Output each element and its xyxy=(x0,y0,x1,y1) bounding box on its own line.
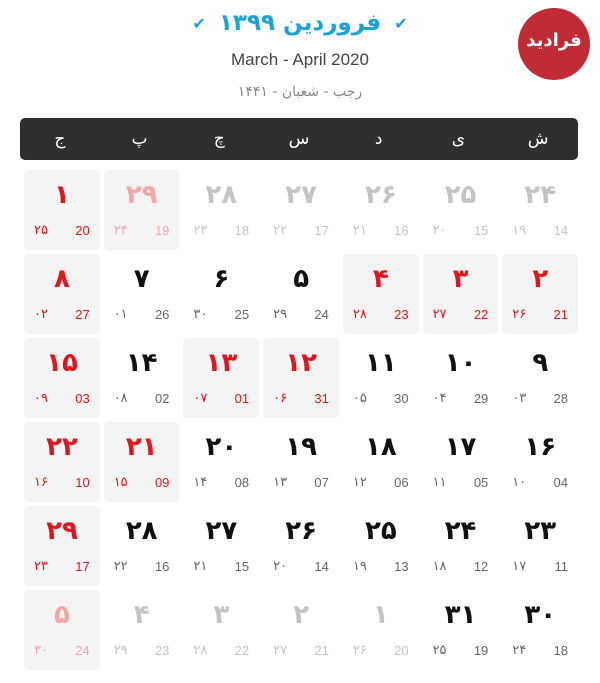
gregorian-day-number: 03 xyxy=(75,391,90,406)
persian-day-number: ۲۴ xyxy=(444,516,477,546)
gregorian-day-number: 20 xyxy=(394,643,409,658)
calendar-week-row xyxy=(20,590,578,670)
persian-day-number: ۲۶ xyxy=(285,516,317,546)
gregorian-day-number: 06 xyxy=(394,475,409,490)
gregorian-day-number: 25 xyxy=(234,307,250,322)
day-cell[interactable] xyxy=(183,422,259,502)
month-title-row xyxy=(0,10,600,36)
persian-day-number: ۲۵ xyxy=(444,180,477,210)
persian-day-number: ۱ xyxy=(372,600,389,630)
gregorian-day-number: 01 xyxy=(234,391,250,406)
hijri-day-number: ۲۴ xyxy=(113,223,128,238)
gregorian-day-number: 15 xyxy=(234,559,250,574)
day-cell[interactable] xyxy=(502,254,578,334)
hijri-day-number: ۱۹ xyxy=(352,559,367,574)
hijri-day-number: ۲۱ xyxy=(352,223,367,238)
calendar-week-row xyxy=(20,506,578,586)
month-title: فروردین ۱۳۹۹ xyxy=(218,10,382,36)
gregorian-day-number: 13 xyxy=(394,559,409,574)
persian-day-number: ۶ xyxy=(213,264,230,294)
persian-day-number: ۸ xyxy=(54,264,70,294)
hijri-day-number: ۱۷ xyxy=(512,559,527,574)
day-cell[interactable] xyxy=(104,590,180,670)
day-cell[interactable] xyxy=(24,590,100,670)
gregorian-day-number: 21 xyxy=(553,307,568,322)
persian-day-number: ۲۵ xyxy=(364,516,397,546)
persian-day-number: ۲ xyxy=(293,600,310,630)
gregorian-day-number: 09 xyxy=(154,475,170,490)
gregorian-day-number: 10 xyxy=(75,475,90,490)
day-cell[interactable] xyxy=(263,338,339,418)
persian-day-number: ۵ xyxy=(54,600,70,630)
gregorian-day-number: 24 xyxy=(75,643,90,658)
persian-day-number: ۱ xyxy=(54,180,70,210)
hijri-day-number: ۱۹ xyxy=(512,223,527,238)
day-cell[interactable] xyxy=(502,590,578,670)
day-cell[interactable] xyxy=(263,422,339,502)
day-cell[interactable] xyxy=(423,254,499,334)
day-cell[interactable] xyxy=(343,338,419,418)
gregorian-day-number: 24 xyxy=(314,307,329,322)
persian-day-number: ۴ xyxy=(372,264,389,294)
gregorian-day-number: 17 xyxy=(314,223,329,238)
gregorian-day-number: 27 xyxy=(75,307,90,322)
day-cell[interactable] xyxy=(104,170,180,250)
day-cell[interactable] xyxy=(263,506,339,586)
day-cell[interactable] xyxy=(423,338,499,418)
gregorian-day-number: 04 xyxy=(553,475,568,490)
calendar-header xyxy=(0,0,600,115)
day-cell[interactable] xyxy=(183,170,259,250)
persian-day-number: ۱۵ xyxy=(46,348,78,378)
gregorian-day-number: 29 xyxy=(473,391,489,406)
hijri-day-number: ۲۹ xyxy=(273,307,288,322)
gregorian-day-number: 26 xyxy=(154,307,170,322)
weekday-tuesday: س xyxy=(288,129,310,149)
day-cell[interactable] xyxy=(263,170,339,250)
persian-day-number: ۹ xyxy=(532,348,549,378)
hijri-day-number: ۲۲ xyxy=(273,223,288,238)
weekday-bar xyxy=(20,118,578,160)
persian-day-number: ۳ xyxy=(452,264,469,294)
hijri-day-number: ۱۴ xyxy=(193,475,208,490)
day-cell[interactable] xyxy=(423,590,499,670)
persian-day-number: ۴ xyxy=(133,600,150,630)
day-cell[interactable] xyxy=(263,254,339,334)
day-cell[interactable] xyxy=(502,338,578,418)
day-cell[interactable] xyxy=(24,506,100,586)
weekday-friday: ج xyxy=(54,129,66,149)
gregorian-day-number: 11 xyxy=(554,559,568,574)
day-cell[interactable] xyxy=(104,254,180,334)
hijri-day-number: ۱۵ xyxy=(113,475,128,490)
hijri-day-number: ۲۳ xyxy=(33,559,48,574)
day-cell[interactable] xyxy=(423,422,499,502)
hijri-day-number: ۱۶ xyxy=(33,475,48,490)
hijri-range: رجب - شعبان - ۱۴۴۱ xyxy=(237,84,363,100)
persian-day-number: ۲۲ xyxy=(46,432,78,462)
persian-day-number: ۷ xyxy=(133,264,150,294)
day-cell[interactable] xyxy=(423,506,499,586)
day-cell[interactable] xyxy=(183,254,259,334)
hijri-day-number: ۰۴ xyxy=(432,391,447,406)
gregorian-day-number: 30 xyxy=(394,391,409,406)
persian-day-number: ۱۰ xyxy=(444,348,477,378)
hijri-day-number: ۲۷ xyxy=(432,307,447,322)
persian-day-number: ۲۸ xyxy=(205,180,238,210)
persian-day-number: ۲۴ xyxy=(524,180,557,210)
persian-day-number: ۲۷ xyxy=(285,180,317,210)
hijri-day-number: ۰۹ xyxy=(33,391,48,406)
hijri-day-number: ۲۵ xyxy=(432,643,447,658)
day-cell[interactable] xyxy=(24,422,100,502)
gregorian-day-number: 05 xyxy=(473,475,489,490)
hijri-day-number: ۲۹ xyxy=(113,643,128,658)
day-cell[interactable] xyxy=(343,422,419,502)
hijri-day-number: ۰۱ xyxy=(113,307,128,322)
day-cell[interactable] xyxy=(343,590,419,670)
day-cell[interactable] xyxy=(24,170,100,250)
hijri-day-number: ۲۶ xyxy=(352,643,367,658)
weekday-thursday: پ xyxy=(131,129,148,149)
persian-day-number: ۱۱ xyxy=(364,348,397,378)
day-cell[interactable] xyxy=(502,506,578,586)
weekday-saturday: ش xyxy=(527,129,549,149)
gregorian-day-number: 18 xyxy=(234,223,250,238)
day-cell[interactable] xyxy=(104,338,180,418)
gregorian-range: March - April 2020 xyxy=(231,50,369,69)
gregorian-day-number: 12 xyxy=(473,559,489,574)
hijri-day-number: ۲۱ xyxy=(193,559,208,574)
day-cell[interactable] xyxy=(263,590,339,670)
persian-day-number: ۱۶ xyxy=(524,432,557,462)
weekday-sunday: ی xyxy=(451,129,466,149)
calendar-week-row xyxy=(20,422,578,502)
hijri-day-number: ۳۰ xyxy=(193,307,208,322)
hijri-day-number: ۲۵ xyxy=(33,223,48,238)
hijri-day-number: ۲۳ xyxy=(193,223,208,238)
gregorian-day-number: 18 xyxy=(553,643,568,658)
persian-day-number: ۱۸ xyxy=(364,432,397,462)
day-cell[interactable] xyxy=(502,170,578,250)
site-logo[interactable] xyxy=(518,8,590,80)
prev-month-chevron-icon[interactable]: ✔ xyxy=(192,13,206,33)
persian-day-number: ۲۹ xyxy=(46,516,78,546)
gregorian-day-number: 23 xyxy=(394,307,409,322)
hijri-day-number: ۳۰ xyxy=(33,643,48,658)
day-cell[interactable] xyxy=(183,590,259,670)
persian-day-number: ۲۰ xyxy=(205,432,238,462)
hijri-day-number: ۰۲ xyxy=(33,307,48,322)
persian-day-number: ۲۷ xyxy=(205,516,238,546)
calendar-week-row xyxy=(20,170,578,250)
gregorian-day-number: 20 xyxy=(75,223,90,238)
hijri-day-number: ۲۴ xyxy=(512,643,527,658)
hijri-day-number: ۱۱ xyxy=(432,475,447,490)
gregorian-day-number: 16 xyxy=(394,223,409,238)
persian-day-number: ۱۳ xyxy=(205,348,238,378)
day-cell[interactable] xyxy=(343,506,419,586)
gregorian-day-number: 19 xyxy=(473,643,489,658)
persian-day-number: ۱۲ xyxy=(285,348,317,378)
weekday-wednesday: چ xyxy=(213,129,225,149)
gregorian-day-number: 31 xyxy=(314,391,329,406)
weekday-monday: د xyxy=(374,129,383,149)
persian-day-number: ۱۹ xyxy=(285,432,317,462)
persian-day-number: ۱۷ xyxy=(444,432,477,462)
hijri-day-number: ۰۳ xyxy=(512,391,527,406)
gregorian-day-number: 16 xyxy=(154,559,170,574)
day-cell[interactable] xyxy=(24,254,100,334)
hijri-day-number: ۲۰ xyxy=(273,559,288,574)
persian-day-number: ۲۸ xyxy=(125,516,158,546)
day-cell[interactable] xyxy=(24,338,100,418)
day-cell[interactable] xyxy=(502,422,578,502)
hijri-day-number: ۲۸ xyxy=(193,643,208,658)
gregorian-day-number: 02 xyxy=(154,391,170,406)
day-cell[interactable] xyxy=(343,254,419,334)
persian-day-number: ۳۱ xyxy=(444,600,477,630)
calendar-grid xyxy=(20,170,578,674)
persian-day-number: ۲۶ xyxy=(364,180,397,210)
hijri-day-number: ۰۶ xyxy=(273,391,288,406)
calendar-week-row xyxy=(20,254,578,334)
gregorian-day-number: 21 xyxy=(314,643,329,658)
hijri-day-number: ۲۸ xyxy=(352,307,367,322)
gregorian-day-number: 17 xyxy=(75,559,90,574)
persian-day-number: ۳ xyxy=(213,600,230,630)
calendar-week-row xyxy=(20,338,578,418)
logo-text: فرادید xyxy=(526,30,582,51)
hijri-day-number: ۱۳ xyxy=(273,475,288,490)
gregorian-day-number: 28 xyxy=(553,391,568,406)
hijri-day-number: ۲۷ xyxy=(273,643,288,658)
persian-day-number: ۲ xyxy=(532,264,549,294)
gregorian-day-number: 22 xyxy=(234,643,250,658)
persian-day-number: ۱۴ xyxy=(125,348,158,378)
persian-day-number: ۲۳ xyxy=(524,516,557,546)
day-cell[interactable] xyxy=(104,422,180,502)
persian-day-number: ۲۱ xyxy=(125,432,158,462)
gregorian-day-number: 19 xyxy=(154,223,170,238)
hijri-day-number: ۱۸ xyxy=(432,559,447,574)
hijri-day-number: ۰۵ xyxy=(352,391,367,406)
gregorian-day-number: 15 xyxy=(473,223,489,238)
gregorian-day-number: 14 xyxy=(314,559,329,574)
gregorian-day-number: 22 xyxy=(473,307,489,322)
next-month-chevron-icon[interactable]: ✔ xyxy=(394,13,408,33)
day-cell[interactable] xyxy=(343,170,419,250)
hijri-day-number: ۱۰ xyxy=(512,475,527,490)
hijri-day-number: ۲۶ xyxy=(512,307,527,322)
gregorian-day-number: 23 xyxy=(154,643,170,658)
gregorian-day-number: 07 xyxy=(314,475,329,490)
hijri-day-number: ۰۸ xyxy=(113,391,128,406)
hijri-day-number: ۲۲ xyxy=(113,559,128,574)
hijri-day-number: ۰۷ xyxy=(193,391,208,406)
day-cell[interactable] xyxy=(183,506,259,586)
day-cell[interactable] xyxy=(183,338,259,418)
day-cell[interactable] xyxy=(104,506,180,586)
persian-day-number: ۲۹ xyxy=(125,180,158,210)
day-cell[interactable] xyxy=(423,170,499,250)
hijri-day-number: ۲۰ xyxy=(432,223,447,238)
persian-day-number: ۳۰ xyxy=(524,600,557,630)
gregorian-day-number: 08 xyxy=(234,475,250,490)
hijri-day-number: ۱۲ xyxy=(352,475,367,490)
persian-day-number: ۵ xyxy=(293,264,310,294)
gregorian-day-number: 14 xyxy=(553,223,568,238)
